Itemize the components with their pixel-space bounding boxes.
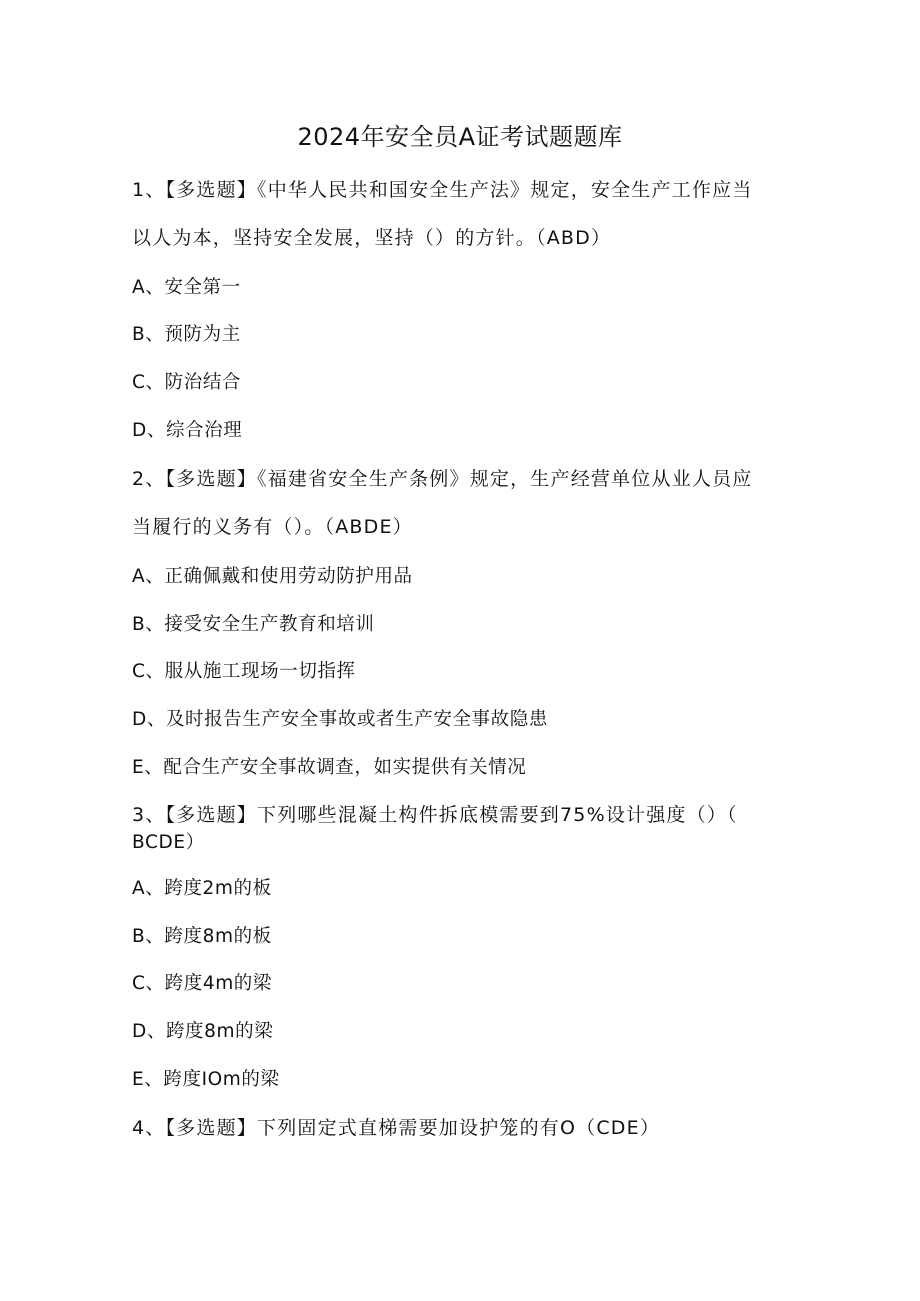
question-2-option-d: D、及时报告生产安全事故或者生产安全事故隐患	[132, 709, 548, 730]
question-4-text-line-1: 4、【多选题】下列固定式直梯需要加设护笼的有O（CDE）	[132, 1117, 661, 1139]
question-2-option-e: E、配合生产安全事故调查，如实提供有关情况	[132, 757, 527, 778]
question-1-option-c: C、防治结合	[132, 372, 242, 393]
question-1-option-b: B、预防为主	[132, 324, 241, 345]
question-2-text-line-2: 当履行的义务有（）。（ABDE）	[132, 516, 413, 538]
question-1-option-a: A、安全第一	[132, 277, 241, 298]
question-3-option-d: D、跨度8m的梁	[132, 1021, 274, 1042]
document-title: 2024年安全员A证考试题题库	[297, 123, 623, 151]
question-3-option-c: C、跨度4m的梁	[132, 973, 273, 994]
question-1-option-d: D、综合治理	[132, 420, 243, 441]
question-2-text-line-1: 2、【多选题】《福建省安全生产条例》规定，生产经营单位从业人员应	[132, 468, 753, 490]
question-3-text-line-2: BCDE）	[132, 832, 205, 853]
question-1-text-line-2: 以人为本，坚持安全发展，坚持（）的方针。（ABD）	[132, 227, 612, 249]
question-2-option-a: A、正确佩戴和使用劳动防护用品	[132, 566, 413, 587]
question-3-text-line-1: 3、【多选题】下列哪些混凝土构件拆底模需要到75%设计强度（）（	[132, 804, 738, 826]
question-1-text-line-1: 1、【多选题】《中华人民共和国安全生产法》规定，安全生产工作应当	[132, 179, 753, 201]
question-2-option-b: B、接受安全生产教育和培训	[132, 614, 375, 635]
question-3-option-e: E、跨度IOm的梁	[132, 1069, 280, 1090]
question-3-option-b: B、跨度8m的板	[132, 926, 272, 947]
question-2-option-c: C、服从施工现场一切指挥	[132, 661, 356, 682]
question-3-option-a: A、跨度2m的板	[132, 878, 272, 899]
